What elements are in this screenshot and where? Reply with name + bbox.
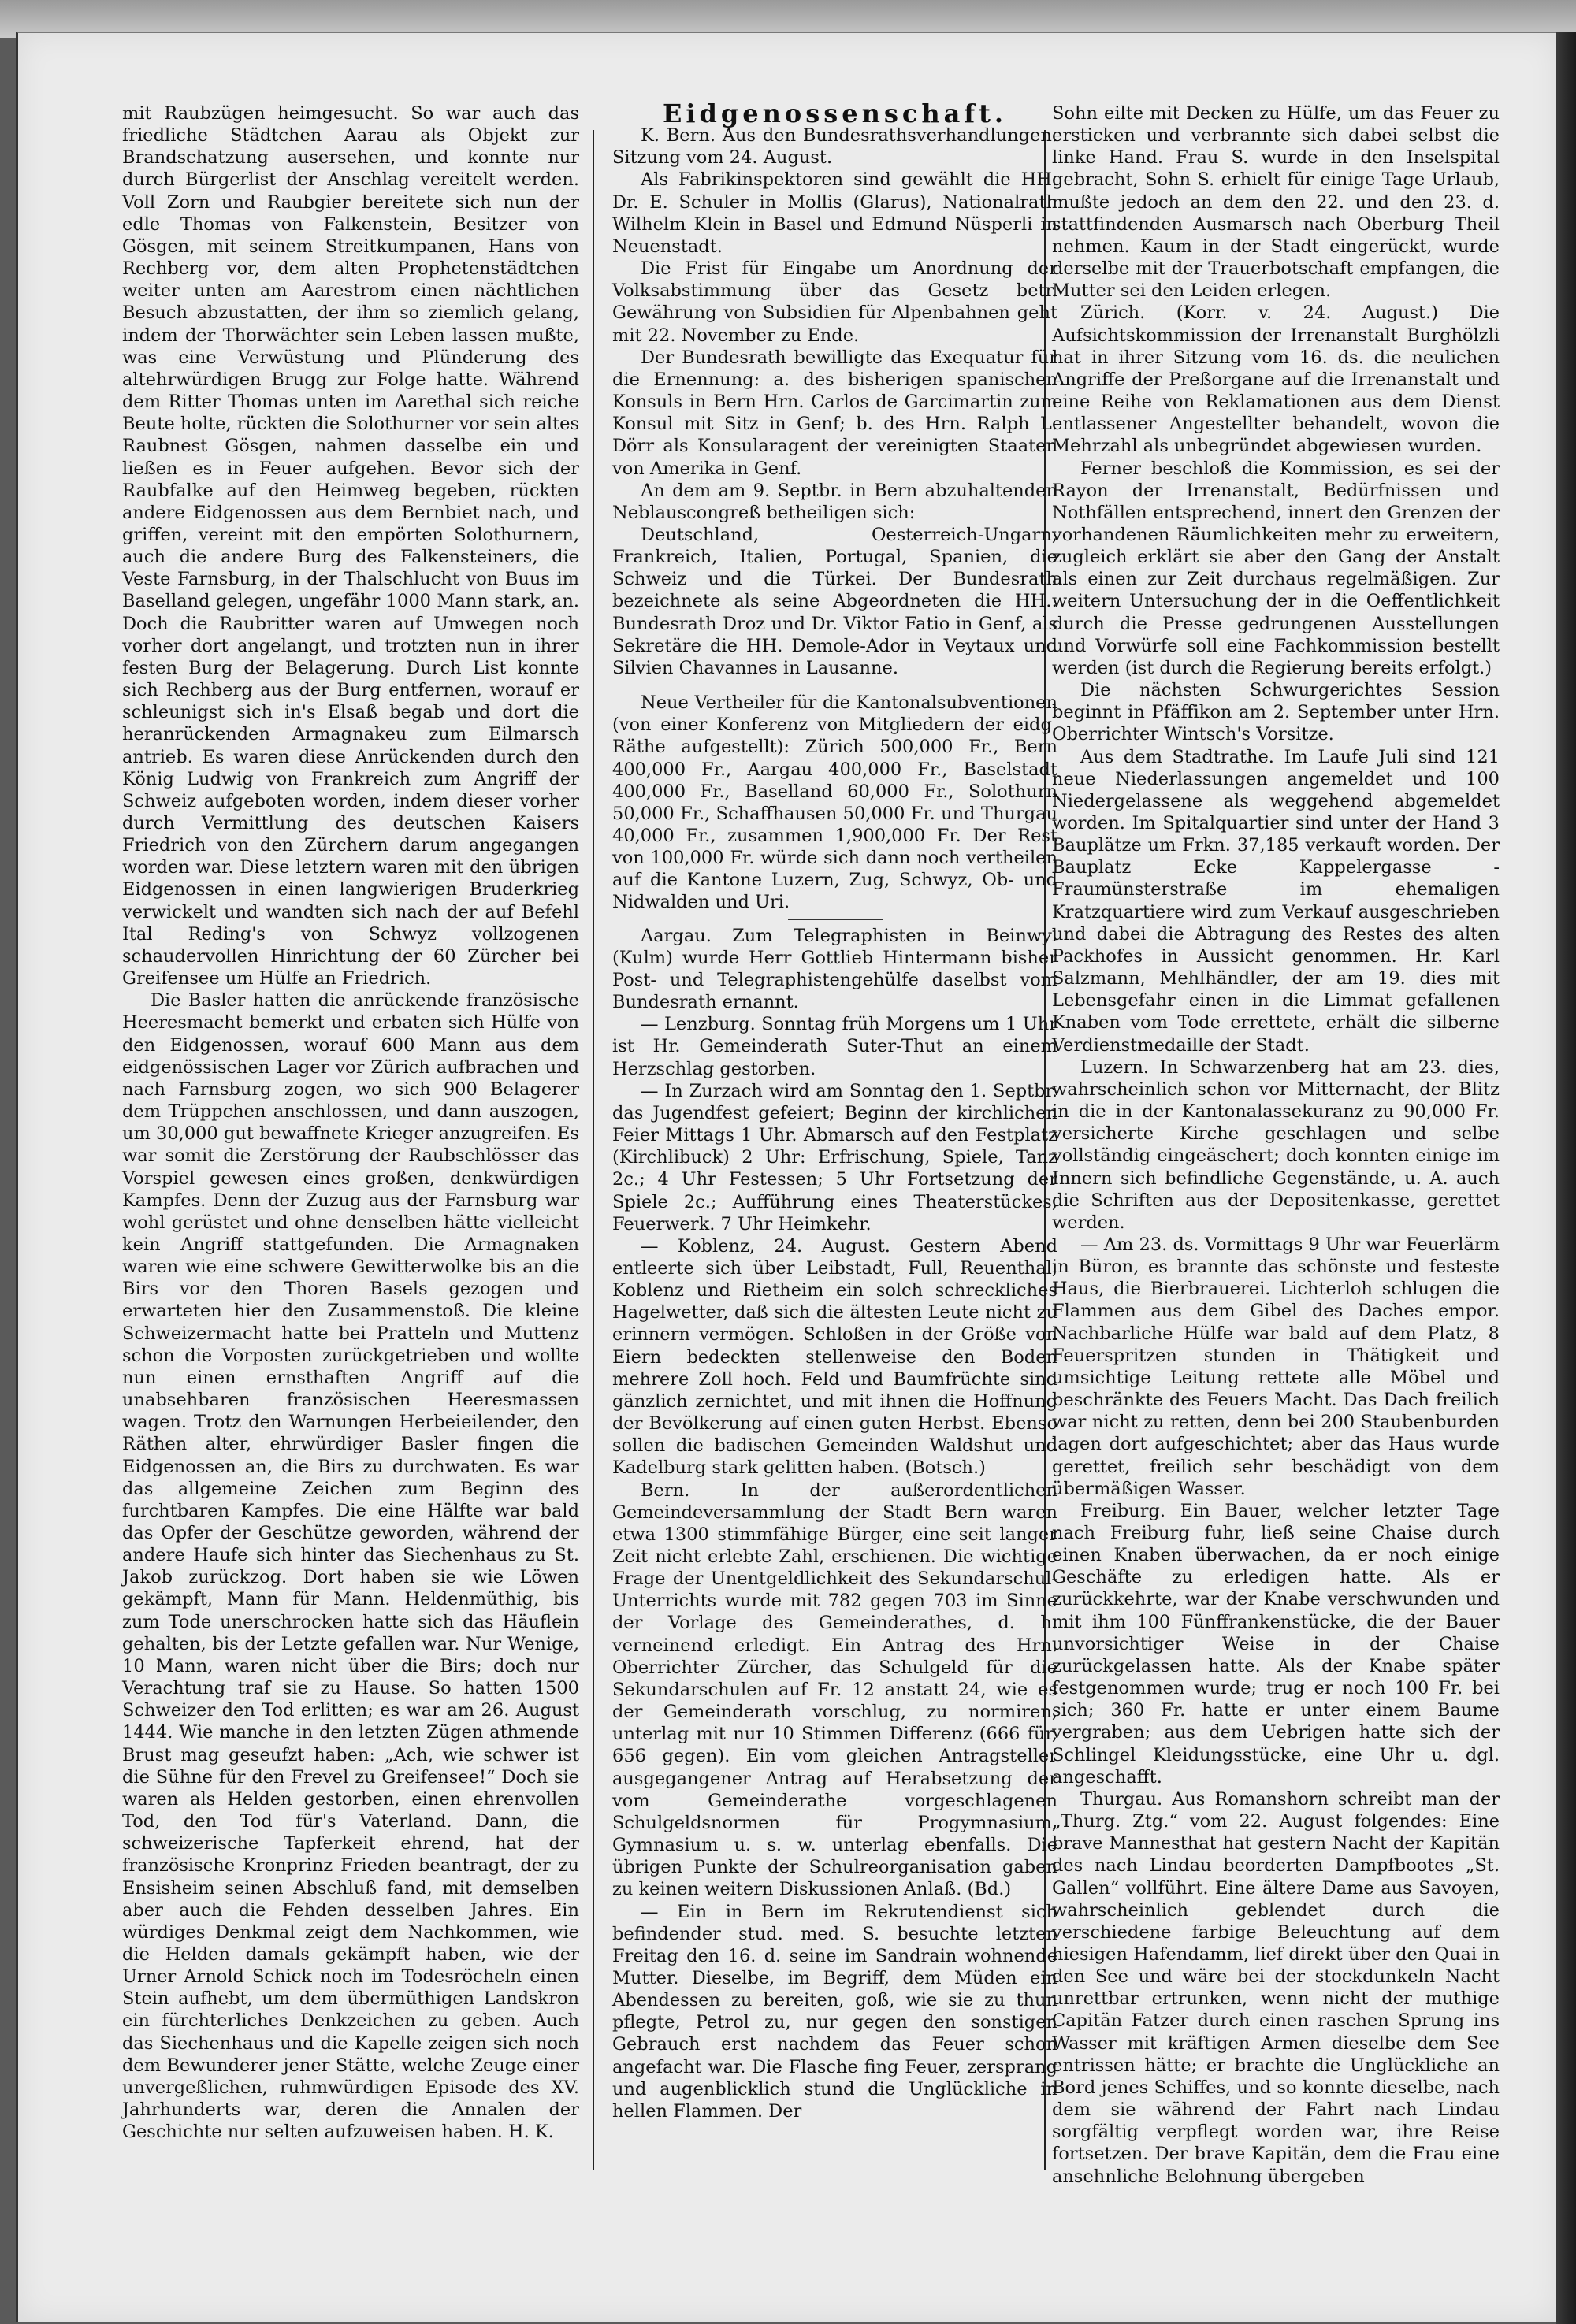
article-paragraph: Die Basler hatten die anrückende französische Heeresmacht bemerkt und erbaten sich Hülfe von den Eidgenossen, worauf 600 Mann aus dem eidgenössischen Lager vor Zürich aufbrachen und nach Farnsburg zogen, wo sich 900 Belagerer dem Trüppchen anschlossen, und dann auszogen, um 30,000 gut bewaffnete Krieger anzugreifen. Es war somit die Zerstörung der Raubschlösser das Vorspiel gewesen eines großen, denkwürdigen Kampfes. Denn der Zuzug aus der Farnsburg war wohl gerüstet und ohne denselben hätte vielleicht kein Angriff stattgefunden. Die Armagnaken waren wie eine schwere Gewitterwolke bis an die Birs vor den Thoren Basels gezogen und erwarteten hier den Zusammenstoß. Die kleine Schweizermacht hatte bei Pratteln und Muttenz schon die Vorposten zurückgetrieben und wollte nun einen ernsthaften Angriff auf die unabsehbaren französischen Heeresmassen wagen. Trotz den Warnungen Herbeieilender, den Räthen alter, ehrwürdiger Basler fingen die Eidgenossen an, die Birs zu durchwaten. Es war das allgemeine Zeichen zum Beginn des furchtbaren Kampfes. Die eine Hälfte war bald das Opfer der Geschütze geworden, während der andere Haufe sich hinter das Siechenhaus zu St. Jakob zurückzog. Dort haben sie wie Löwen gekämpft, Mann für Mann. Heldenmüthig, bis zum Tode unerschrocken hatte sich das Häuflein gehalten, bis der Letzte gefallen war. Nur Wenige, 10 Mann, waren nicht über die Birs; doch nur Verachtung traf sie zu Hause. So hatten 1500 Schweizer den Tod erlitten; es war am 26. August 1444. Wie manche in den letzten Zügen athmende Brust mag geseufzt haben: „Ach, wie schwer ist die Sühne für den Frevel zu Greifensee!“ Doch sie waren als Helden gestorben, einen ehrenvollen Tod, den Tod für's Vaterland. Dann, die schweizerische Tapferkeit ehrend, hat der französische Kronprinz Frieden beantragt, der zu Ensisheim seinen Abschluß fand, mit demselben aber auch die Fehden desselben Jahres. Ein würdiges Denkmal zeigt dem Nachkommen, wie die Helden damals gekämpft haben, wie der Urner Arnold Schick noch im Todesröcheln einen Stein aufhebt, um dem übermüthigen Landskron ein fürchterliches Denkzeichen zu geben. Auch das Siechenhaus und die Kapelle zeigen sich noch dem Bewunderer jener Stätte, welche Zeuge einer unvergeßlichen, ruhmwürdigen Episode des XV. Jahrhunderts war, deren die Annalen der Geschichte nur selten aufzuweisen haben. H. K. xyxy=(122,990,579,2143)
news-item: Die nächsten Schwurgerichtes Session beginnt in Pfäffikon am 2. September unter Hrn. Oberrichter Wintsch's Vorsitze. xyxy=(1052,680,1500,745)
news-item: Deutschland, Oesterreich-Ungarn, Frankreich, Italien, Portugal, Spanien, die Schweiz und die Türkei. Der Bundesrath bezeichnete als seine Abgeordneten die HH.: Bundesrath Droz und Dr. Viktor Fatio in Genf, als Sekretäre die HH. Demole-Ador in Veytaux und Silvien Chavannes in Lausanne. xyxy=(612,524,1057,678)
news-item: Die Frist für Eingabe um Anordnung der Volksabstimmung über das Gesetz betr. Gewährung von Subsidien für Alpenbahnen geht mit 22. November zu Ende. xyxy=(612,258,1057,346)
news-item: Aargau. Zum Telegraphisten in Beinwyl (Kulm) wurde Herr Gottlieb Hintermann bisher Post- und Telegraphistengehülfe daselbst vom Bundesrath ernannt. xyxy=(612,925,1057,1013)
news-item: — In Zurzach wird am Sonntag den 1. Septbr. das Jugendfest gefeiert; Beginn der kirchlichen Feier Mittags 1 Uhr. Abmarsch auf den Festplatz (Kirchlibuck) 2 Uhr: Erfrischung, Spiele, Tanz 2c.; 4 Uhr Festessen; 5 Uhr Fortsetzung der Spiele 2c.; Aufführung eines Theaterstückes, Feuerwerk. 7 Uhr Heimkehr. xyxy=(612,1080,1057,1234)
news-item: Freiburg. Ein Bauer, welcher letzter Tage nach Freiburg fuhr, ließ seine Chaise durch einen Knaben überwachen, da er noch einige Geschäfte zu erledigen hatte. Als er zurückkehrte, war der Knabe verschwunden und mit ihm 100 Fünffrankenstücke, die der Bauer unvorsichtiger Weise in der Chaise zurückgelassen hatte. Als der Knabe später festgenommen wurde; trug er noch 100 Fr. bei sich; 360 Fr. hatte er unter einem Baume vergraben; aus dem Uebrigen hatte sich der Schlingel Kleidungsstücke, eine Uhr u. dgl. angeschafft. xyxy=(1052,1500,1500,1788)
separator-rule xyxy=(788,919,883,920)
news-item: Ferner beschloß die Kommission, es sei der Rayon der Irrenanstalt, Bedürfnissen und Nothfällen entsprechend, innert den Grenzen der vorhandenen Räumlichkeiten mehr zu erweitern, zugleich erklärt sie aber den Gang der Anstalt als einen zur Zeit durchaus regelmäßigen. Zur weitern Untersuchung der in die Oeffentlichkeit durch die Presse gedrungenen Ausstellungen und Vorwürfe soll eine Fachkommission bestellt werden (ist durch die Regierung bereits erfolgt.) xyxy=(1052,458,1500,678)
spacer xyxy=(612,679,1057,692)
news-item: Der Bundesrath bewilligte das Exequatur für die Ernennung: a. des bisherigen spanischen Konsuls in Bern Hrn. Carlos de Garcimartin zum Konsul mit Sitz in Genf; b. des Hrn. Ralph L. Dörr als Konsularagent der vereinigten Staaten von Amerika in Genf. xyxy=(612,347,1057,479)
page-edge-shadow xyxy=(1556,32,1576,2324)
news-item: Luzern. In Schwarzenberg hat am 23. dies, wahrscheinlich schon vor Mitternacht, der Blitz in die in der Kantonalassekuranz zu 90,000 Fr. versicherte Kirche geschlagen und selbe vollständig eingeäschert; doch konnten einige im Innern sich befindliche Gegenstände, u. A. auch die Schriften aus der Depositenkasse, gerettet werden. xyxy=(1052,1056,1500,1233)
column-2 xyxy=(612,98,1057,2122)
news-item: An dem am 9. Septbr. in Bern abzuhaltenden Neblauscongreß betheiligen sich: xyxy=(612,480,1057,523)
news-item: — Ein in Bern im Rekrutendienst sich befindender stud. med. S. besuchte letzten Freitag den 16. d. seine im Sandrain wohnende Mutter. Dieselbe, im Begriff, dem Müden ein Abendessen zu bereiten, goß, wie sie zu thun pflegte, Petrol zu, nur gegen den sonstigen Gebrauch erst nachdem das Feuer schon angefacht war. Die Flasche fing Feuer, zersprang und augenblicklich stund die Unglückliche in hellen Flammen. Der xyxy=(612,1901,1057,2122)
column-rule-left xyxy=(593,130,594,2170)
news-item: Aus dem Stadtrathe. Im Laufe Juli sind 121 neue Niederlassungen angemeldet und 100 Niedergelassene als weggehend abgemeldet worden. Im Spitalquartier sind unter der Hand 3 Bauplätze um Frkn. 37,185 verkauft worden. Der Bauplatz Ecke Kappelergasse - Fraumünsterstraße im ehemaligen Kratzquartiere wird zum Verkauf ausgeschrieben und dabei die Abtragung des Restes des alten Packhofes in Aussicht genommen. Hr. Karl Salzmann, Mehlhändler, der am 19. dies mit Lebensgefahr einen in die Limmat gefallenen Knaben vom Tode errettete, erhält die silberne Verdienstmedaille der Stadt. xyxy=(1052,746,1500,1056)
column-3 xyxy=(1052,102,1500,2188)
news-item: — Am 23. ds. Vormittags 9 Uhr war Feuerlärm in Büron, es brannte das schönste und festeste Haus, die Bierbrauerei. Lichterloh schlugen die Flammen aus dem Gibel des Daches empor. Nachbarliche Hülfe war bald auf dem Platz, 8 Feuerspritzen stunden in Thätigkeit und umsichtige Leitung rettete alle Möbel und beschränkte des Feuers Macht. Das Dach freilich war nicht zu retten, denn bei 200 Staubenburden lagen dort aufgeschichtet; aber das Haus wurde gerettet, freilich sehr beschädigt von dem übermäßigen Wasser. xyxy=(1052,1234,1500,1499)
article-paragraph: mit Raubzügen heimgesucht. So war auch das friedliche Städtchen Aarau als Objekt zur Brandschatzung ausersehen, und konnte nur durch Bürgerlist der Anschlag vereitelt werden. Voll Zorn und Raubgier bereitete sich nun der edle Thomas von Falkenstein, Besitzer von Gösgen, mit seinem Streitkumpanen, Hans von Rechberg vor, dem alten Prophetenstädtchen weiter unten am Aarestrom einen nächtlichen Besuch abzustatten, der ihm so ziemlich gelang, indem der Thorwächter sein Leben lassen mußte, was eine Verwüstung und Plünderung des altehrwürdigen Brugg zur Folge hatte. Während dem Ritter Thomas unten im Aarethal sich reiche Beute holte, rückten die Solothurner vor sein altes Raubnest Gösgen, nahmen dasselbe ein und ließen es in Feuer aufgehen. Bevor sich der Raubfalke auf den Heimweg begeben, rückten andere Eidgenossen aus dem Bernbiet nach, und griffen, vereint mit den empörten Solothurnern, auch die andere Burg des Falkensteiners, die Veste Farnsburg, in der Thalschlucht von Buus im Baselland gelegen, ungefähr 1000 Mann stark, an. Doch die Raubritter waren auf Umwegen noch vorher dort angelangt, und trotzten nun in ihrer festen Burg der Belagerung. Durch List konnte sich Rechberg aus der Burg entfernen, worauf er schleunigst sich in's Elsaß begab und dort die heranrückenden Armagnakeu zum Eilmarsch antrieb. Es waren diese Anrückenden durch den König Ludwig von Frankreich zum Angriff der Schweiz aufgeboten worden, indem dieser vorher durch Vermittlung des deutschen Kaisers Friedrich von den Zürchern darum angegangen worden war. Diese letztern waren mit den übrigen Eidgenossen in einen langwierigen Bruderkrieg verwickelt und wandten sich nach der auf Befehl Ital Reding's von Schwyz vollzogenen schaudervollen Hinrichtung der 60 Zürcher bei Greifensee um Hülfe an Friedrich. xyxy=(122,103,579,989)
news-item: Zürich. (Korr. v. 24. August.) Die Aufsichtskommission der Irrenanstalt Burghölzli hat in ihrer Sitzung vom 16. ds. die neulichen Angriffe der Preßorgane auf die Irrenanstalt und eine Reihe von Reklamationen aus dem Dienst entlassener Angestellter behandelt, wovon die Mehrzahl als unbegründet abgewiesen wurden. xyxy=(1052,303,1500,457)
news-item: — Koblenz, 24. August. Gestern Abend entleerte sich über Leibstadt, Full, Reuenthal, Koblenz und Rietheim ein solch schreckliches Hagelwetter, daß sich die ältesten Leute nicht zu erinnern vermögen. Schloßen in der Größe von Eiern bedeckten stellenweise den Boden mehrere Zoll hoch. Feld und Baumfrüchte sind gänzlich zernichtet, und mit ihnen die Hoffnung der Bevölkerung auf einen guten Herbst. Ebenso sollen die badischen Gemeinden Waldshut und Kadelburg stark gelitten haben. (Botsch.) xyxy=(612,1235,1057,1479)
news-item: Sohn eilte mit Decken zu Hülfe, um das Feuer zu ersticken und verbrannte sich dabei selbst die linke Hand. Frau S. wurde in den Inselspital gebracht, Sohn S. erhielt für einige Tage Urlaub, mußte jedoch an dem den 22. und den 23. d. stattfindenden Ausmarsch nach Oberburg Theil nehmen. Kaum in der Stadt eingerückt, wurde derselbe mit der Trauerbotschaft empfangen, die Mutter sei den Leiden erlegen. xyxy=(1052,103,1500,302)
news-item: Bern. In der außerordentlichen Gemeindeversammlung der Stadt Bern waren etwa 1300 stimmfähige Bürger, eine seit langer Zeit nicht erlebte Zahl, erschienen. Die wichtige Frage der Unentgeldlichkeit des Sekundarschul-Unterrichts wurde mit 782 gegen 703 im Sinne der Vorlage des Gemeinderathes, d. h. verneinend erledigt. Ein Antrag des Hrn. Oberrichter Zürcher, das Schulgeld für die Sekundarschulen auf Fr. 12 anstatt 24, wie es der Gemeinderath vorschlug, zu normiren, unterlag mit nur 10 Stimmen Differenz (666 für, 656 gegen). Ein vom gleichen Antragsteller ausgegangener Antrag auf Herabsetzung der vom Gemeinderathe vorgeschlagenen Schulgeldsnormen für Progymnasium, Gymnasium u. s. w. unterlag ebenfalls. Die übrigen Punkte der Schulreorganisation gaben zu keinen weitern Diskussionen Anlaß. (Bd.) xyxy=(612,1479,1057,1900)
news-item: Thurgau. Aus Romanshorn schreibt man der „Thurg. Ztg.“ vom 22. August folgendes: Eine brave Mannesthat hat gestern Nacht der Kapitän des nach Lindau beorderten Dampfbootes „St. Gallen“ vollführt. Eine ältere Dame aus Savoyen, wahrscheinlich geblendet durch die verschiedene farbige Beleuchtung auf dem hiesigen Hafendamm, lief direkt über den Quai in den See und wäre bei der stockdunkeln Nacht unrettbar ertrunken, wenn nicht der muthige Capitän Fatzer durch einen raschen Sprung ins Wasser mit kräftigen Armen dieselbe dem See entrissen hätte; er brachte die Unglückliche an Bord jenes Schiffes, und so konnte dieselbe, nach dem sie während der Fahrt nach Lindau sorgfältig verpflegt worden war, ihre Reise fortsetzen. Der brave Kapitän, dem die Frau eine ansehnliche Belohnung übergeben xyxy=(1052,1788,1500,2187)
news-item: Neue Vertheiler für die Kantonalsubventionen (von einer Konferenz von Mitgliedern der eidg. Räthe aufgestellt): Zürich 500,000 Fr., Bern 400,000 Fr., Aargau 400,000 Fr., Baselstadt 400,000 Fr., Baselland 60,000 Fr., Solothurn 50,000 Fr., Schaffhausen 50,000 Fr. und Thurgau 40,000 Fr., zusammen 1,900,000 Fr. Der Rest von 100,000 Fr. würde sich dann noch vertheilen auf die Kantone Luzern, Zug, Schwyz, Ob- und Nidwalden und Uri. xyxy=(612,692,1057,913)
news-item: Als Fabrikinspektoren sind gewählt die HH. Dr. E. Schuler in Mollis (Glarus), Nationalrath Wilhelm Klein in Basel und Edmund Nüsperli in Neuenstadt. xyxy=(612,169,1057,257)
news-item: — Lenzburg. Sonntag früh Morgens um 1 Uhr ist Hr. Gemeinderath Suter-Thut an einem Herzschlag gestorben. xyxy=(612,1014,1057,1079)
column-1 xyxy=(122,102,579,2143)
section-heading: Eidgenossenschaft. xyxy=(662,98,1008,128)
news-item: K. Bern. Aus den Bundesrathsverhandlungen. Sitzung vom 24. August. xyxy=(612,125,1057,169)
